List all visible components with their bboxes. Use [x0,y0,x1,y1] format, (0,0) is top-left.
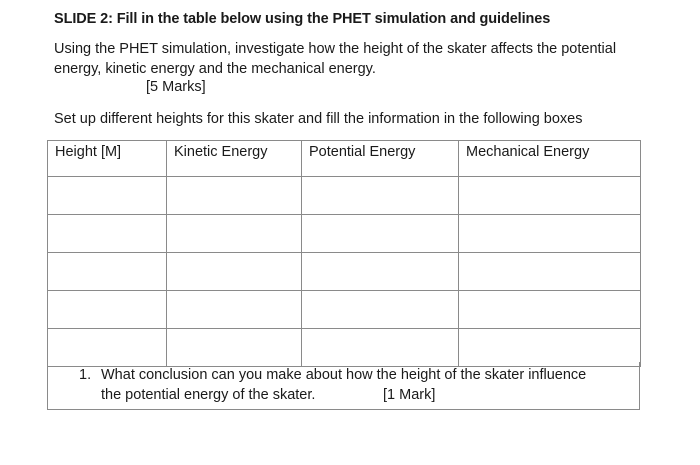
cell-mechanical-energy[interactable] [459,177,641,215]
question-text-line-2: the potential energy of the skater. [101,387,316,403]
cell-potential-energy[interactable] [302,329,459,367]
cell-height[interactable] [48,329,167,367]
header-potential-energy: Potential Energy [302,141,459,177]
cell-height[interactable] [48,177,167,215]
cell-mechanical-energy[interactable] [459,329,641,367]
table-row [48,291,641,329]
cell-mechanical-energy[interactable] [459,291,641,329]
cell-kinetic-energy[interactable] [167,253,302,291]
intro-paragraph: Using the PHET simulation, investigate how the height of the skater affects the potential energy, kinetic energy and the mechanical energy. [54,41,617,77]
question-line-1 [79,367,586,383]
cell-kinetic-energy[interactable] [167,215,302,253]
question-text-line-1: What conclusion can you make about how the height of the skater influence [101,367,587,383]
question-number: 1. [79,367,92,383]
header-height: Height [M] [48,141,167,177]
energy-table [47,140,641,367]
cell-potential-energy[interactable] [302,253,459,291]
cell-height[interactable] [48,215,167,253]
table-row [48,215,641,253]
question-marks: [1 Mark] [383,387,436,403]
cell-height[interactable] [48,253,167,291]
cell-height[interactable] [48,291,167,329]
setup-instruction: Set up different heights for this skater and fill the information in the following boxes [54,111,583,127]
cell-potential-energy[interactable] [302,177,459,215]
cell-kinetic-energy[interactable] [167,291,302,329]
header-mechanical-energy: Mechanical Energy [459,141,641,177]
slide-heading: SLIDE 2: Fill in the table below using the PHET simulation and guidelines [54,11,551,27]
cell-kinetic-energy[interactable] [167,177,302,215]
question-box [47,362,640,410]
table-row [48,177,641,215]
cell-mechanical-energy[interactable] [459,253,641,291]
cell-potential-energy[interactable] [302,215,459,253]
table-row [48,253,641,291]
cell-potential-energy[interactable] [302,291,459,329]
intro-marks: [5 Marks] [146,79,206,95]
header-kinetic-energy: Kinetic Energy [167,141,302,177]
table-header-row [48,141,641,177]
table-row [48,329,641,367]
cell-mechanical-energy[interactable] [459,215,641,253]
cell-kinetic-energy[interactable] [167,329,302,367]
